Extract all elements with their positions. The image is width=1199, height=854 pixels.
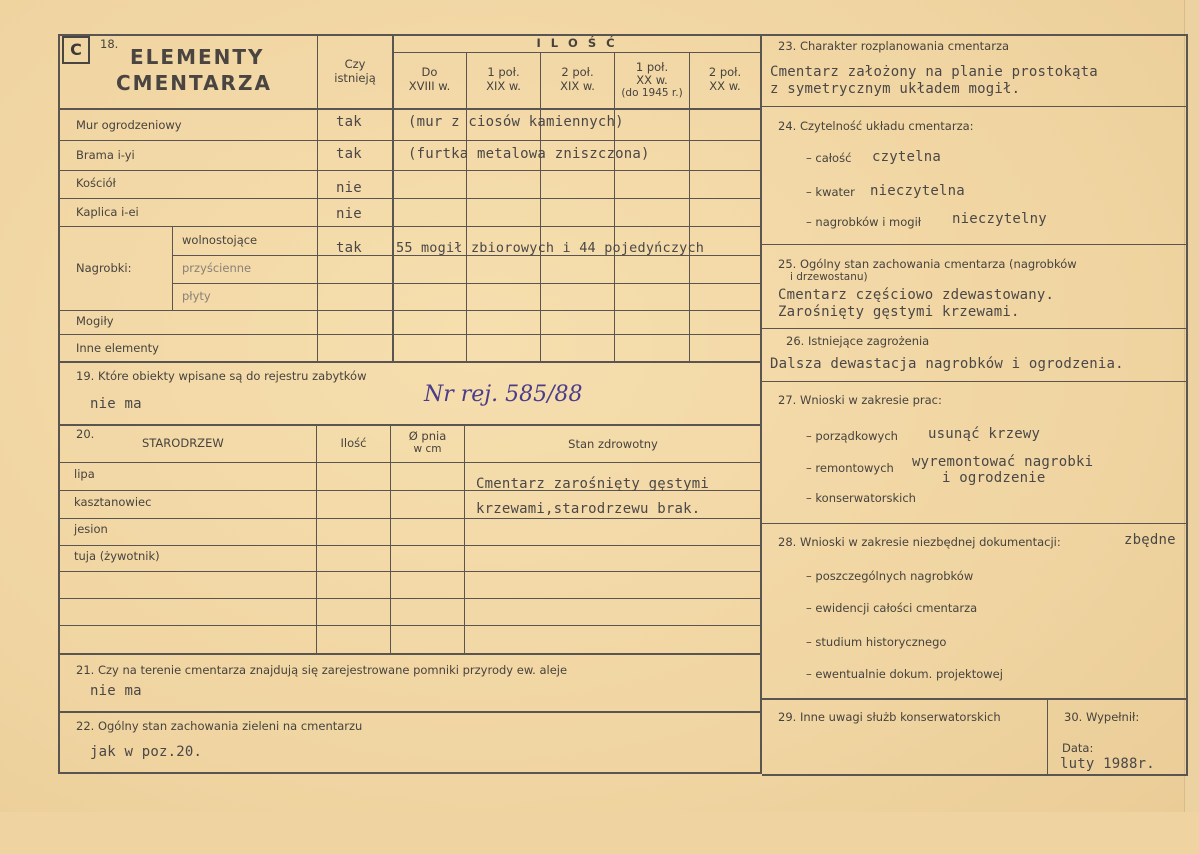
r-line [762,523,1188,524]
frame-top [58,34,1188,36]
col-do-xviii-2: XVIII w. [408,79,451,93]
q20-stan-line1: Cmentarz zarośnięty gęstymi [476,476,709,492]
label-wolnostojace: wolnostojące [182,233,258,247]
r-line [762,328,1188,329]
label-plyty: płyty [182,289,211,303]
mur-exists: tak [336,114,362,130]
r-line [762,381,1188,382]
row-line [58,170,761,171]
q20-number: 20. [76,427,95,441]
label-mur: Mur ogrodzeniowy [76,118,182,132]
q23-line2: z symetrycznym układem mogił. [770,81,1021,97]
sd-row [58,462,761,463]
q28-item-3: – studium historycznego [806,635,947,649]
title-line-2: CMENTARZA [116,71,272,95]
sd-col-2 [390,424,391,654]
q27-a-label: – porządkowych [806,429,898,443]
header-bottom [58,108,761,110]
q28-answer: zbędne [1124,532,1176,548]
q21-label: 21. Czy na terenie cmentarza znajdują się zarejestrowane pomniki przyrody ew. aleje [76,663,568,677]
tree-jesion: jesion [74,522,108,536]
kaplica-exists: nie [336,206,362,222]
r-line [762,698,1188,700]
brama-exists: tak [336,146,362,162]
q19-bottom [58,424,761,426]
row-line [58,361,761,363]
col-1pol-xx-2: XX w. [636,73,668,87]
label-kaplica: Kaplica i-ei [76,205,139,219]
row-line [58,198,761,199]
col-do-xviii-1: Do [421,65,438,79]
q20-stan-line2: krzewami,starodrzewu brak. [476,501,701,517]
q24-c-label: – nagrobków i mogił [806,215,922,229]
q27-b-label: – remontowych [806,461,894,475]
frame-right [1186,34,1188,776]
q20-col-fi-1: Ø pnia [408,429,447,443]
q28-item-4: – ewentualnie dokum. projektowej [806,667,1003,681]
q20-col-ilosc: Ilość [340,436,367,450]
wolnostojace-exists: tak [336,240,362,256]
center-divider [760,34,762,774]
czy-istnieja-1: Czy [344,57,366,71]
label-nagrobki: Nagrobki: [76,261,132,275]
ilosc-underline [393,52,761,53]
field-number-18: 18. [100,37,119,51]
q27-a-value: usunąć krzewy [928,426,1041,442]
q22-label: 22. Ogólny stan zachowania zieleni na cmentarzu [76,719,363,733]
kosciol-exists: nie [336,180,362,196]
wolnostojace-note: 55 mogił zbiorowych i 44 pojedyńczych [396,240,705,256]
q24-a-label: – całość [806,151,852,165]
q27-c-label: – konserwatorskich [806,491,916,505]
frame-bottom-right [762,774,1188,776]
mur-note: (mur z ciosów kamiennych) [408,114,624,130]
q20-col-fi-2: w cm [413,443,442,455]
label-przyscienne: przyścienne [182,261,252,275]
row-line [58,226,761,227]
sd-row [58,518,761,519]
r-line [762,244,1188,245]
q28-item-1: – poszczególnych nagrobków [806,569,974,583]
q19-answer: nie ma [90,396,142,412]
label-mogily: Mogiły [76,314,114,328]
col-2pol-xix-2: XIX w. [560,79,595,93]
q27-label: 27. Wnioski w zakresie prac: [778,393,942,407]
frame-left [58,34,60,774]
col-line-4 [540,52,541,362]
frame-bottom-left [58,772,762,774]
q30-data-label: Data: [1062,741,1094,755]
tree-tuja: tuja (żywotnik) [74,549,160,563]
q28-item-2: – ewidencji całości cmentarza [806,601,978,615]
row-line [58,334,761,335]
row-line [58,140,761,141]
card-edge-bottom [0,812,1199,854]
q24-a-value: czytelna [872,149,942,165]
q25-line2: Zarośnięty gęstymi krzewami. [778,304,1020,320]
card-letter-box: C [62,36,90,64]
row-line [172,283,761,284]
col-1pol-xix-2: XIX w. [486,79,521,93]
col-1pol-xx-3: (do 1945 r.) [621,87,683,99]
sd-bottom [58,653,761,655]
q29-divider [1047,698,1048,774]
q26-label: 26. Istniejące zagrożenia [786,334,930,348]
sd-row [58,571,761,572]
col-2pol-xx-2: XX w. [709,79,741,93]
q24-c-value: nieczytelny [952,211,1047,227]
q24-label: 24. Czytelność układu cmentarza: [778,119,974,133]
q20-col-stan: Stan zdrowotny [568,437,658,451]
q25-line1: Cmentarz częściowo zdewastowany. [778,287,1055,303]
label-brama: Brama i-yi [76,148,135,162]
q29-label: 29. Inne uwagi służb konserwatorskich [778,710,1001,724]
sd-row [58,625,761,626]
nagrobki-divider [172,226,173,310]
q30-data-value: luty 1988r. [1060,756,1155,772]
row-line [58,310,761,311]
sd-col-3 [464,424,465,654]
ilosc-header: I L O Ś Ć [536,36,618,50]
q27-b-value-2: i ogrodzenie [942,470,1046,486]
q21-bottom [58,711,761,713]
q22-answer: jak w poz.20. [90,744,203,760]
q25-label-2: i drzewostanu) [790,271,868,283]
q23-label: 23. Charakter rozplanowania cmentarza [778,39,1010,53]
col-1pol-xx-1: 1 poł. [635,60,669,74]
q28-label: 28. Wnioski w zakresie niezbędnej dokumentacji: [778,535,1061,549]
col-2pol-xx-1: 2 poł. [708,65,742,79]
q25-label-1: 25. Ogólny stan zachowania cmentarza (nagrobków [778,257,1077,271]
q19-handwritten-register-number: Nr rej. 585/88 [424,382,583,407]
col-line-3 [466,52,467,362]
q21-answer: nie ma [90,683,142,699]
title-line-1: ELEMENTY [130,45,265,69]
q19-label: 19. Które obiekty wpisane są do rejestru zabytków [76,369,367,383]
col-line-6 [689,52,690,362]
label-inne: Inne elementy [76,341,159,355]
q24-b-value: nieczytelna [870,183,965,199]
q27-b-value-1: wyremontować nagrobki [912,454,1094,470]
sd-col-1 [316,424,317,654]
q26-answer: Dalsza dewastacja nagrobków i ogrodzenia. [770,356,1124,372]
q24-b-label: – kwater [806,185,855,199]
sd-row [58,598,761,599]
col-2pol-xix-1: 2 poł. [561,65,594,79]
brama-note: (furtka metalowa zniszczona) [408,146,650,162]
label-kosciol: Kościół [76,176,116,190]
q23-line1: Cmentarz założony na planie prostokąta [770,64,1098,80]
r-line [762,106,1188,107]
czy-istnieja-2: istnieją [334,71,376,85]
q20-title: STARODRZEW [142,436,224,450]
sd-row [58,545,761,546]
tree-kasztanowiec: kasztanowiec [74,495,152,509]
col-1pol-xix-1: 1 poł. [487,65,520,79]
q30-label: 30. Wypełnił: [1064,710,1140,724]
tree-lipa: lipa [74,467,95,481]
